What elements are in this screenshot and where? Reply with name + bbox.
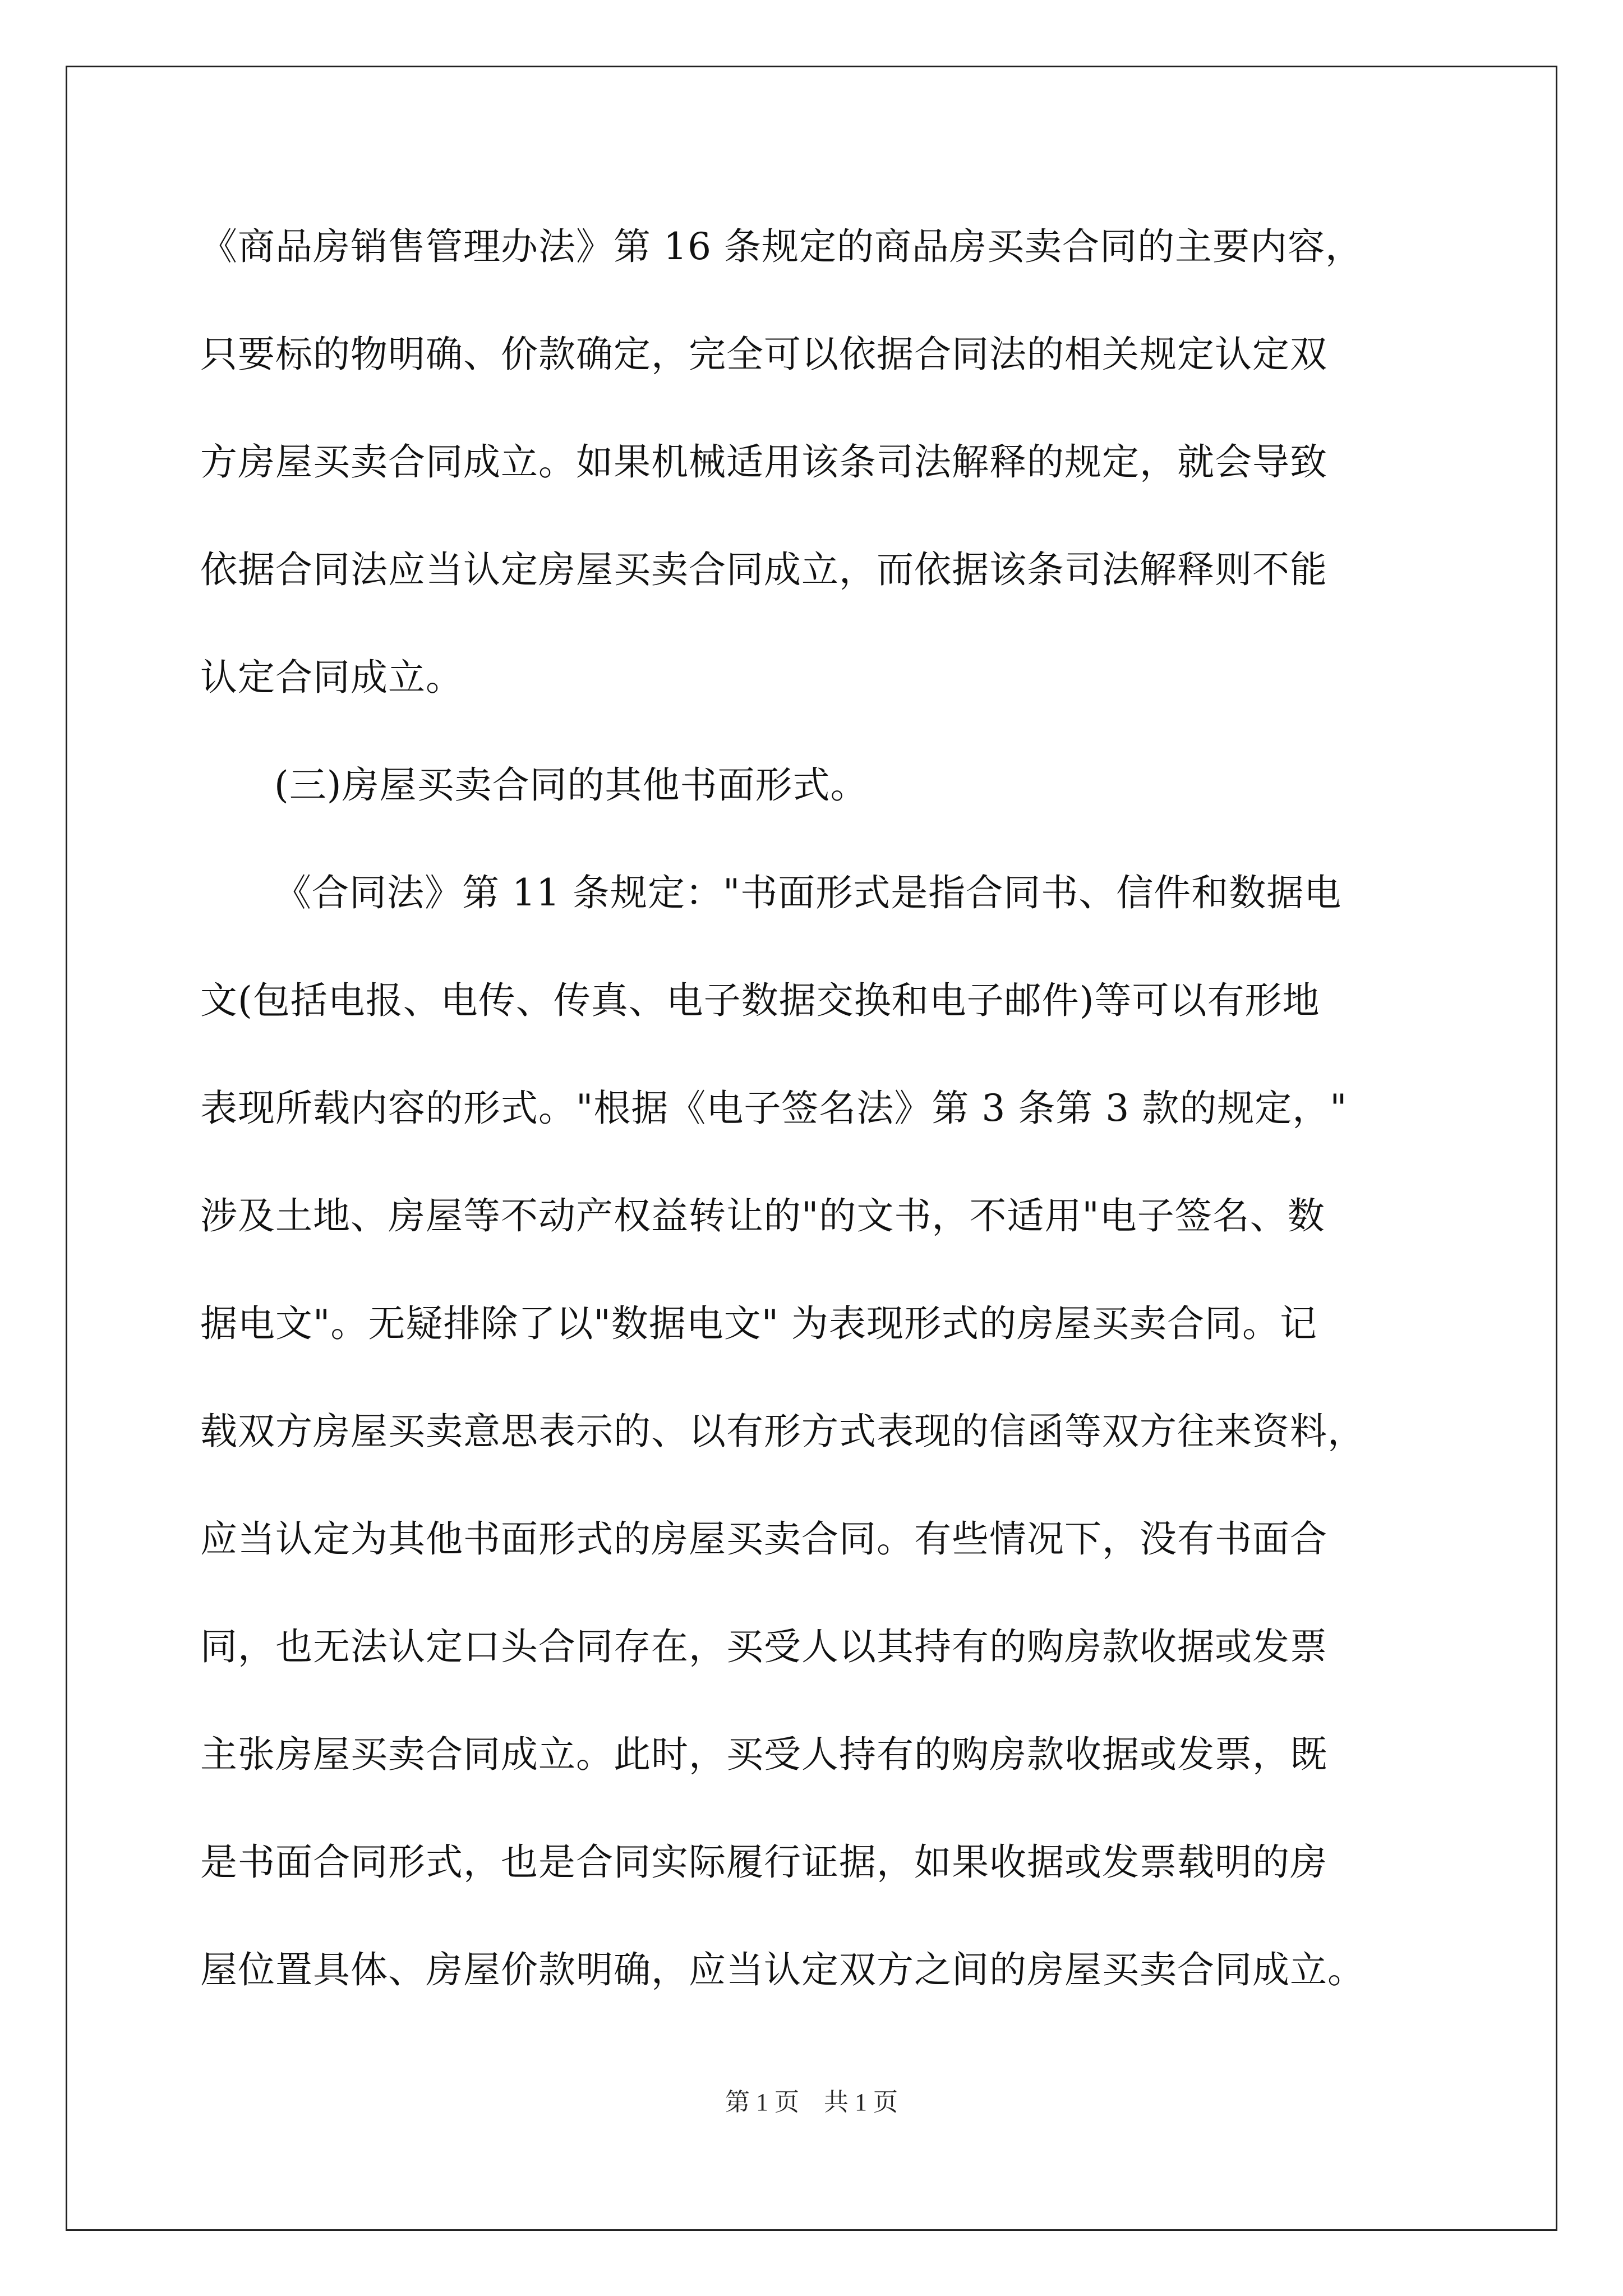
text-line: 载双方房屋买卖意思表示的、以有形方式表现的信函等双方往来资料， xyxy=(200,1410,1365,1453)
section-heading: (三)房屋买卖合同的其他书面形式。 xyxy=(274,763,868,807)
text-line: 是书面合同形式，也是合同实际履行证据，如果收据或发票载明的房 xyxy=(200,1841,1327,1884)
text-line: 认定合同成立。 xyxy=(200,656,463,699)
text-line: 主张房屋买卖合同成立。此时，买受人持有的购房款收据或发票，既 xyxy=(200,1733,1327,1776)
text-line: 文(包括电报、电传、传真、电子数据交换和电子邮件)等可以有形地 xyxy=(200,979,1320,1022)
text-line: 应当认定为其他书面形式的房屋买卖合同。有些情况下，没有书面合 xyxy=(200,1517,1327,1561)
text-line: 表现所载内容的形式。"根据《电子签名法》第 3 条第 3 款的规定，" xyxy=(200,1087,1348,1130)
text-line: 只要标的物明确、价款确定，完全可以依据合同法的相关规定认定双 xyxy=(200,333,1327,376)
text-line: 据电文"。无疑排除了以"数据电文" 为表现形式的房屋买卖合同。记 xyxy=(200,1302,1318,1345)
text-line: 依据合同法应当认定房屋买卖合同成立，而依据该条司法解释则不能 xyxy=(200,548,1327,591)
page-number: 第 1 页 共 1 页 xyxy=(725,2088,898,2116)
text-line: 《商品房销售管理办法》第 16 条规定的商品房买卖合同的主要内容， xyxy=(200,225,1363,268)
text-line: 涉及土地、房屋等不动产权益转让的"的文书，不适用"电子签名、数 xyxy=(200,1194,1325,1237)
page-border xyxy=(66,66,1557,2231)
text-line: 方房屋买卖合同成立。如果机械适用该条司法解释的规定，就会导致 xyxy=(200,440,1327,484)
text-line: 《合同法》第 11 条规定："书面形式是指合同书、信件和数据电 xyxy=(274,871,1342,914)
text-line: 同，也无法认定口头合同存在，买受人以其持有的购房款收据或发票 xyxy=(200,1625,1327,1668)
text-line: 屋位置具体、房屋价款明确，应当认定双方之间的房屋买卖合同成立。 xyxy=(200,1948,1365,1991)
